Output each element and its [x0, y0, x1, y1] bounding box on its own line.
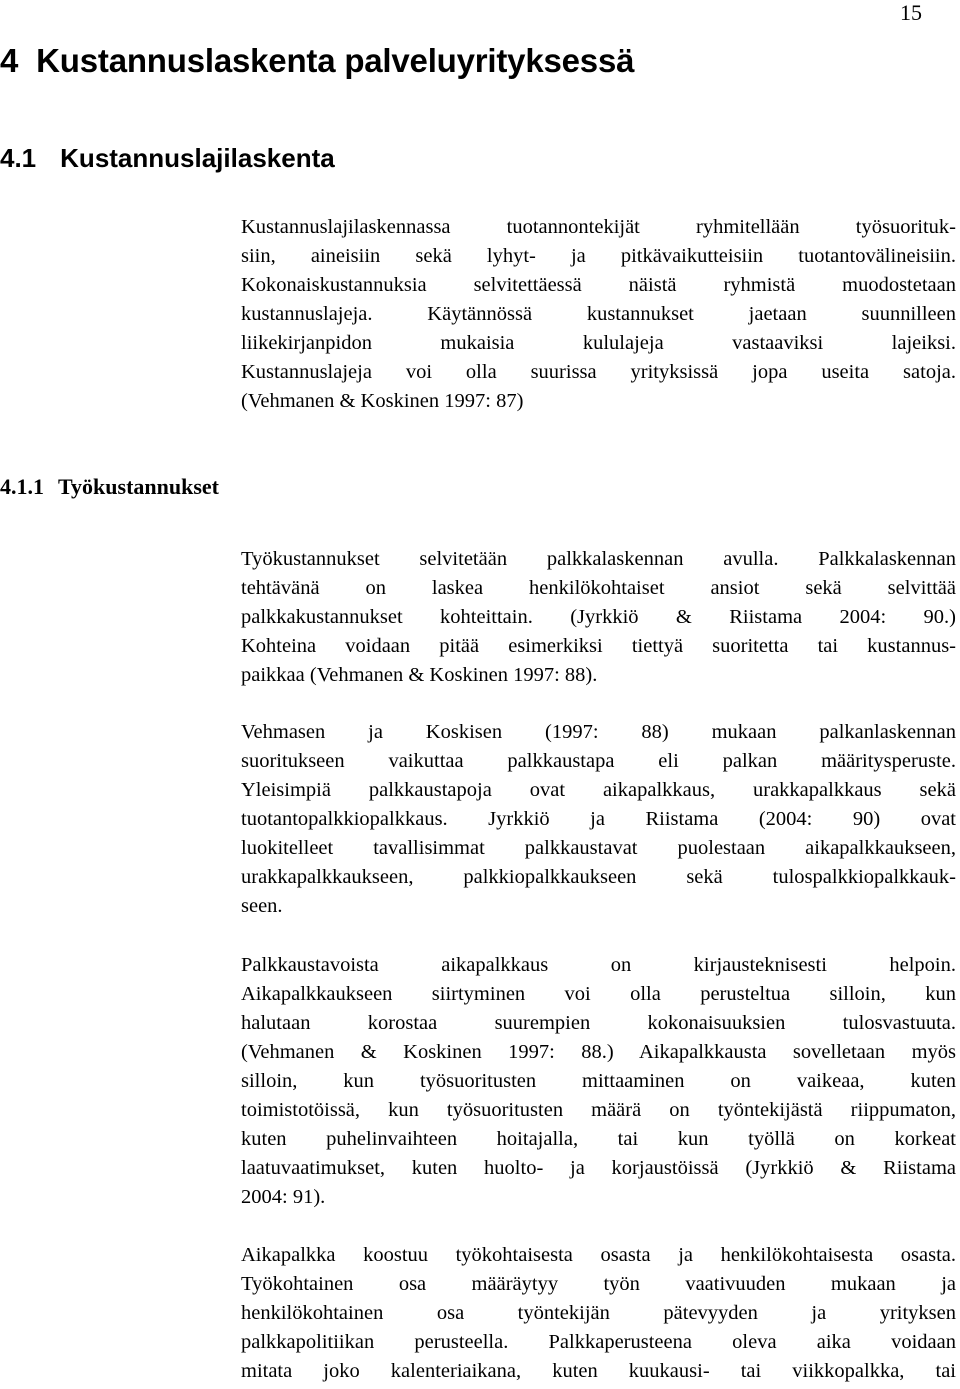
text-line: Kokonaiskustannuksia selvitettäessä näistä ryhmistä muodostetaan: [241, 274, 956, 296]
text-line: Aikapalkka koostuu työkohtaisesta osasta ja henkilökohtaisesta osasta.: [241, 1244, 956, 1266]
paragraph-palkkaustapa: [241, 718, 956, 921]
paragraph-aikapalkkaus: [241, 951, 956, 1212]
text-line: Työkustannukset selvitetään palkkalaskennan avulla. Palkkalaskennan: [241, 548, 956, 570]
text-line: Työkohtainen osa määräytyy työn vaativuuden mukaan ja: [241, 1273, 956, 1295]
text-line: paikkaa (Vehmanen & Koskinen 1997: 88).: [241, 664, 598, 686]
text-line: kuten puhelinvaihteen hoitajalla, tai kun työllä on korkeat: [241, 1128, 956, 1150]
subsection-number: 4.1.1: [0, 474, 44, 499]
text-line: urakkapalkkaukseen, palkkiopalkkaukseen sekä tulospalkkiopalkkauk-: [241, 866, 956, 888]
text-line: Yleisimpiä palkkaustapoja ovat aikapalkkaus, urakkapalkkaus sekä: [241, 779, 956, 801]
text-line: palkkakustannukset kohteittain. (Jyrkkiö & Riistama 2004: 90.): [241, 606, 956, 628]
text-line: tuotantopalkkiopalkkaus. Jyrkkiö ja Riistama (2004: 90) ovat: [241, 808, 956, 830]
text-line: siin, aineisiin sekä lyhyt- ja pitkävaikutteisiin tuotantovälineisiin.: [241, 245, 956, 267]
text-line: silloin, kun työsuoritusten mittaaminen on vaikeaa, kuten: [241, 1070, 956, 1092]
text-line: toimistotöissä, kun työsuoritusten määrä on työntekijästä riippumaton,: [241, 1099, 956, 1121]
section-heading: [0, 143, 335, 174]
text-line: (Vehmanen & Koskinen 1997: 88.) Aikapalkkausta sovelletaan myös: [241, 1041, 956, 1063]
text-line: palkkapolitiikan perusteella. Palkkaperusteena oleva aika voidaan: [241, 1331, 956, 1353]
chapter-title: Kustannuslaskenta palveluyrityksessä: [36, 42, 635, 79]
text-line: henkilökohtainen osa työntekijän pätevyyden ja yrityksen: [241, 1302, 956, 1324]
section-number: 4.1: [0, 143, 37, 173]
text-line: halutaan korostaa suurempien kokonaisuuksien tulosvastuuta.: [241, 1012, 956, 1034]
text-line: laatuvaatimukset, kuten huolto- ja korjaustöissä (Jyrkkiö & Riistama: [241, 1157, 956, 1179]
text-line: (Vehmanen & Koskinen 1997: 87): [241, 390, 524, 412]
chapter-heading: [0, 42, 634, 80]
text-line: luokitelleet tavallisimmat palkkaustavat puolestaan aikapalkkaukseen,: [241, 837, 956, 859]
paragraph-aikapalkka: [241, 1241, 956, 1386]
chapter-number: 4: [0, 42, 19, 79]
text-line: Palkkaustavoista aikapalkkaus on kirjausteknisesti helpoin.: [241, 954, 956, 976]
text-line: liikekirjanpidon mukaisia kululajeja vastaaviksi lajeiksi.: [241, 332, 956, 354]
text-line: suoritukseen vaikuttaa palkkaustapa eli palkan määritysperuste.: [241, 750, 956, 772]
page-number: 15: [900, 0, 922, 25]
text-line: seen.: [241, 895, 283, 917]
section-title: Kustannuslajilaskenta: [60, 143, 335, 173]
subsection-heading: [0, 474, 219, 500]
text-line: kustannuslajeja. Käytännössä kustannukset jaetaan suunnilleen: [241, 303, 956, 325]
text-line: 2004: 91).: [241, 1186, 326, 1208]
paragraph-tyokustannukset: [241, 545, 956, 690]
text-line: mitata joko kalenteriaikana, kuten kuukausi- tai viikkopalkka, tai: [241, 1360, 956, 1382]
text-line: Kustannuslajilaskennassa tuotannontekijät ryhmitellään työsuorituk-: [241, 216, 956, 238]
text-line: Aikapalkkaukseen siirtyminen voi olla perusteltua silloin, kun: [241, 983, 956, 1005]
paragraph-kustannuslajilaskenta: [241, 213, 956, 416]
text-line: tehtävänä on laskea henkilökohtaiset ansiot sekä selvittää: [241, 577, 956, 599]
text-line: Kustannuslajeja voi olla suurissa yrityksissä jopa useita satoja.: [241, 361, 956, 383]
subsection-title: Työkustannukset: [58, 474, 219, 499]
text-line: Kohteina voidaan pitää esimerkiksi tiettyä suoritetta tai kustannus-: [241, 635, 956, 657]
text-line: Vehmasen ja Koskisen (1997: 88) mukaan palkanlaskennan: [241, 721, 956, 743]
